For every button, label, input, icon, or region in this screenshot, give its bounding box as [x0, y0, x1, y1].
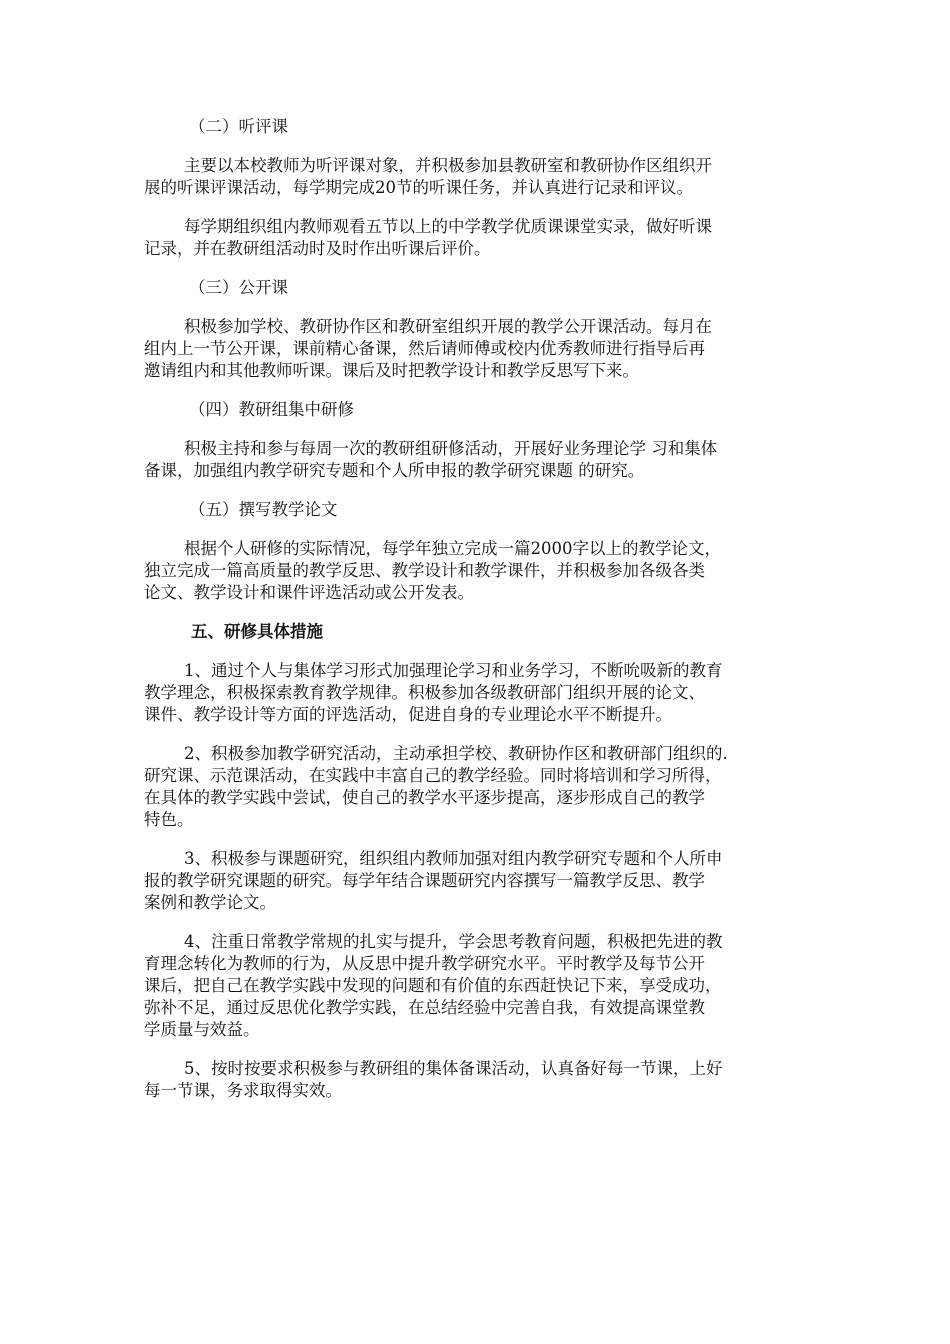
paragraph — [144, 216, 814, 260]
paragraph-line: 主要以本校教师为听评课对象，并积极参加县教研室和教研协作区组织开 — [184, 156, 712, 175]
paragraph-line: 每一节课，务求取得实效。 — [144, 1081, 342, 1100]
paragraph — [144, 438, 814, 482]
paragraph — [144, 155, 814, 199]
paragraph — [144, 848, 814, 914]
paragraph-line: 邀请组内和其他教师听课。课后及时把教学设计和教学反思写下来。 — [144, 361, 639, 380]
paragraph-line: 教学理念，积极探索教育教学规律。积极参加各级教研部门组织开展的论文、 — [144, 683, 705, 702]
paragraph-line: 2、积极参加教学研究活动，主动承担学校、教研协作区和教研部门组织的. — [184, 744, 728, 763]
paragraph-line: 研究课、示范课活动，在实践中丰富自己的教学经验。同时将培训和学习所得， — [144, 766, 722, 785]
paragraph — [144, 743, 814, 831]
paragraph-line: 积极参加学校、教研协作区和教研室组织开展的教学公开课活动。每月在 — [184, 317, 712, 336]
paragraph-line: 展的听课评课活动，每学期完成20节的听课任务，并认真进行记录和评议。 — [144, 178, 693, 197]
subsection-heading: （二）听评课 — [189, 117, 288, 136]
paragraph-line: 每学期组织组内教师观看五节以上的中学教学优质课课堂实录，做好听课 — [184, 217, 712, 236]
paragraph-line: 积极主持和参与每周一次的教研组研修活动，开展好业务理论学 习和集体 — [184, 439, 718, 458]
paragraph-line: 育理念转化为教师的行为，从反思中提升教学研究水平。平时教学及每节公开 — [144, 954, 705, 973]
paragraph-line: 4、注重日常教学常规的扎实与提升，学会思考教育问题，积极把先进的教 — [184, 932, 723, 951]
paragraph-line: 课件、教学设计等方面的评选活动，促进自身的专业理论水平不断提升。 — [144, 705, 672, 724]
paragraph — [144, 931, 814, 1041]
paragraph — [144, 316, 814, 382]
subsection-heading: （三）公开课 — [189, 278, 288, 297]
paragraph-line: 学质量与效益。 — [144, 1020, 260, 1039]
paragraph-line: 弥补不足，通过反思优化教学实践，在总结经验中完善自我，有效提高课堂教 — [144, 998, 705, 1017]
paragraph-line: 案例和教学论文。 — [144, 893, 276, 912]
paragraph-line: 在具体的教学实践中尝试，使自己的教学水平逐步提高，逐步形成自己的教学 — [144, 788, 705, 807]
paragraph-line: 1、通过个人与集体学习形式加强理论学习和业务学习，不断吮吸新的教育 — [184, 661, 723, 680]
paragraph-line: 备课，加强组内教学研究专题和个人所申报的教学研究课题 的研究。 — [144, 461, 645, 480]
document-body — [144, 116, 814, 1119]
paragraph-line: 论文、教学设计和课件评选活动或公开发表。 — [144, 583, 474, 602]
paragraph-line: 特色。 — [144, 810, 194, 829]
paragraph-line: 课后，把自己在教学实践中发现的问题和有价值的东西赶快记下来，享受成功， — [144, 976, 722, 995]
subsection-heading: （五）撰写教学论文 — [189, 500, 338, 519]
paragraph-line: 独立完成一篇高质量的教学反思、教学设计和教学课件，并积极参加各级各类 — [144, 561, 705, 580]
paragraph-line: 报的教学研究课题的研究。每学年结合课题研究内容撰写一篇教学反思、教学 — [144, 871, 705, 890]
paragraph-line: 组内上一节公开课，课前精心备课，然后请师傅或校内优秀教师进行指导后再 — [144, 339, 705, 358]
paragraph — [144, 538, 814, 604]
section-heading: 五、研修具体措施 — [191, 622, 323, 641]
paragraph-line: 5、按时按要求积极参与教研组的集体备课活动，认真备好每一节课，上好 — [184, 1059, 723, 1078]
subsection-heading: （四）教研组集中研修 — [189, 400, 354, 419]
paragraph — [144, 660, 814, 726]
paragraph-line: 3、积极参与课题研究，组织组内教师加强对组内教学研究专题和个人所申 — [184, 849, 723, 868]
paragraph — [144, 1058, 814, 1102]
paragraph-line: 根据个人研修的实际情况，每学年独立完成一篇2000字以上的教学论文， — [184, 539, 721, 558]
paragraph-line: 记录，并在教研组活动时及时作出听课后评价。 — [144, 239, 491, 258]
